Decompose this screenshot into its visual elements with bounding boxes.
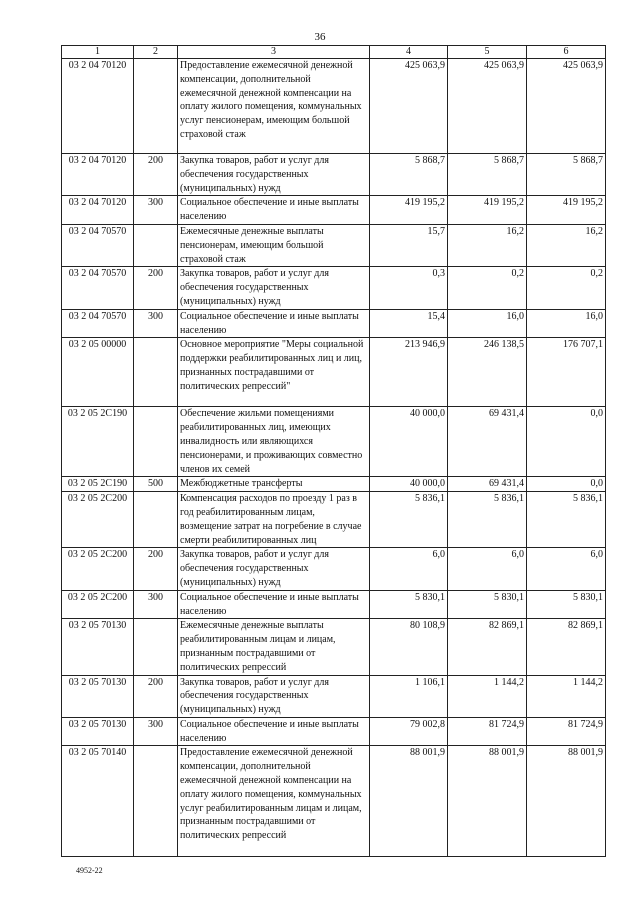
cell-value-col4: 6,0 — [370, 548, 448, 590]
cell-code: 03 2 05 70130 — [62, 717, 134, 746]
cell-name: Закупка товаров, работ и услуг для обеспечения государственных (муниципальных) нужд — [178, 548, 370, 590]
cell-name: Социальное обеспечение и иные выплаты населению — [178, 196, 370, 225]
table-row — [62, 154, 606, 196]
header-row — [62, 46, 606, 59]
table-row — [62, 407, 606, 477]
cell-value-col4: 425 063,9 — [370, 59, 448, 154]
cell-code: 03 2 05 70140 — [62, 746, 134, 857]
cell-value-col5: 82 869,1 — [448, 619, 527, 675]
cell-value-col4: 88 001,9 — [370, 746, 448, 857]
cell-value-col4: 419 195,2 — [370, 196, 448, 225]
cell-value-col5: 69 431,4 — [448, 407, 527, 477]
budget-table — [61, 45, 606, 857]
cell-name: Социальное обеспечение и иные выплаты населению — [178, 309, 370, 338]
cell-name: Ежемесячные денежные выплаты реабилитированным лицам и лицам, признанным пострадавшими от политических репрессий — [178, 619, 370, 675]
cell-code: 03 2 04 70570 — [62, 309, 134, 338]
cell-value-col6: 425 063,9 — [527, 59, 606, 154]
document-code: 4952-22 — [76, 866, 103, 875]
cell-value-col6: 5 836,1 — [527, 492, 606, 548]
cell-name: Социальное обеспечение и иные выплаты населению — [178, 590, 370, 619]
cell-code: 03 2 05 2С190 — [62, 407, 134, 477]
table-row — [62, 675, 606, 717]
cell-code: 03 2 04 70120 — [62, 154, 134, 196]
cell-value-col5: 16,0 — [448, 309, 527, 338]
cell-code: 03 2 04 70120 — [62, 59, 134, 154]
cell-expense-type: 300 — [134, 717, 178, 746]
cell-code: 03 2 05 2С200 — [62, 590, 134, 619]
cell-value-col5: 88 001,9 — [448, 746, 527, 857]
cell-value-col6: 81 724,9 — [527, 717, 606, 746]
cell-code: 03 2 05 70130 — [62, 675, 134, 717]
cell-expense-type: 200 — [134, 548, 178, 590]
cell-expense-type — [134, 619, 178, 675]
cell-name: Закупка товаров, работ и услуг для обеспечения государственных (муниципальных) нужд — [178, 154, 370, 196]
cell-expense-type: 300 — [134, 309, 178, 338]
cell-value-col5: 69 431,4 — [448, 477, 527, 492]
cell-value-col4: 40 000,0 — [370, 477, 448, 492]
cell-name: Закупка товаров, работ и услуг для обеспечения государственных (муниципальных) нужд — [178, 675, 370, 717]
column-header-6: 6 — [527, 46, 606, 59]
cell-expense-type — [134, 492, 178, 548]
cell-name: Компенсация расходов по проезду 1 раз в год реабилитированным лицам, возмещение затрат на погребение в случае смерти реабилитированных лиц — [178, 492, 370, 548]
cell-value-col5: 5 868,7 — [448, 154, 527, 196]
column-header-5: 5 — [448, 46, 527, 59]
cell-value-col6: 5 868,7 — [527, 154, 606, 196]
table-row — [62, 619, 606, 675]
cell-name: Ежемесячные денежные выплаты пенсионерам, имеющим большой страховой стаж — [178, 224, 370, 266]
cell-value-col6: 16,0 — [527, 309, 606, 338]
cell-value-col5: 81 724,9 — [448, 717, 527, 746]
table-row — [62, 492, 606, 548]
cell-value-col6: 82 869,1 — [527, 619, 606, 675]
cell-name: Предоставление ежемесячной денежной компенсации, дополнительной ежемесячной денежной компенсации на оплату жилого помещения, коммунальных услуг реабилитированным лицам и лицам, признанным пострадавшими от политических репрессий — [178, 746, 370, 857]
cell-name: Закупка товаров, работ и услуг для обеспечения государственных (муниципальных) нужд — [178, 267, 370, 309]
cell-value-col5: 1 144,2 — [448, 675, 527, 717]
cell-name: Предоставление ежемесячной денежной компенсации, дополнительной ежемесячной денежной компенсации на оплату жилого помещения, коммунальных услуг пенсионерам, имеющим большой страховой стаж — [178, 59, 370, 154]
cell-value-col6: 16,2 — [527, 224, 606, 266]
table-row — [62, 746, 606, 857]
cell-value-col4: 40 000,0 — [370, 407, 448, 477]
cell-value-col5: 16,2 — [448, 224, 527, 266]
cell-value-col5: 425 063,9 — [448, 59, 527, 154]
cell-code: 03 2 05 2С190 — [62, 477, 134, 492]
column-header-3: 3 — [178, 46, 370, 59]
cell-name: Социальное обеспечение и иные выплаты населению — [178, 717, 370, 746]
cell-code: 03 2 05 70130 — [62, 619, 134, 675]
cell-expense-type: 300 — [134, 590, 178, 619]
cell-value-col6: 0,0 — [527, 407, 606, 477]
cell-value-col5: 5 836,1 — [448, 492, 527, 548]
table-body — [62, 59, 606, 857]
cell-code: 03 2 05 00000 — [62, 338, 134, 407]
cell-code: 03 2 04 70570 — [62, 224, 134, 266]
cell-value-col4: 213 946,9 — [370, 338, 448, 407]
cell-expense-type: 200 — [134, 267, 178, 309]
cell-value-col5: 0,2 — [448, 267, 527, 309]
cell-expense-type: 200 — [134, 675, 178, 717]
cell-value-col4: 0,3 — [370, 267, 448, 309]
cell-expense-type: 200 — [134, 154, 178, 196]
column-header-4: 4 — [370, 46, 448, 59]
cell-value-col4: 80 108,9 — [370, 619, 448, 675]
column-header-1: 1 — [62, 46, 134, 59]
cell-value-col6: 0,2 — [527, 267, 606, 309]
cell-expense-type — [134, 59, 178, 154]
cell-value-col6: 0,0 — [527, 477, 606, 492]
cell-name: Обеспечение жильми помещениями реабилитированных лиц, имеющих инвалидность или являющихся пенсионерами, и проживающих совместно членов их семей — [178, 407, 370, 477]
cell-expense-type — [134, 746, 178, 857]
cell-expense-type: 500 — [134, 477, 178, 492]
cell-value-col5: 5 830,1 — [448, 590, 527, 619]
table-row — [62, 338, 606, 407]
cell-value-col5: 246 138,5 — [448, 338, 527, 407]
table-row — [62, 224, 606, 266]
cell-value-col4: 15,4 — [370, 309, 448, 338]
cell-expense-type — [134, 224, 178, 266]
cell-value-col6: 419 195,2 — [527, 196, 606, 225]
cell-value-col6: 6,0 — [527, 548, 606, 590]
cell-name: Межбюджетные трансферты — [178, 477, 370, 492]
table-row — [62, 590, 606, 619]
cell-expense-type — [134, 407, 178, 477]
cell-value-col4: 15,7 — [370, 224, 448, 266]
table-row — [62, 548, 606, 590]
page-number: 36 — [314, 31, 326, 43]
table-row — [62, 477, 606, 492]
cell-value-col5: 419 195,2 — [448, 196, 527, 225]
column-header-2: 2 — [134, 46, 178, 59]
cell-expense-type — [134, 338, 178, 407]
cell-value-col5: 6,0 — [448, 548, 527, 590]
table-row — [62, 196, 606, 225]
cell-value-col6: 88 001,9 — [527, 746, 606, 857]
cell-value-col6: 5 830,1 — [527, 590, 606, 619]
cell-value-col4: 79 002,8 — [370, 717, 448, 746]
cell-code: 03 2 05 2С200 — [62, 492, 134, 548]
cell-value-col6: 1 144,2 — [527, 675, 606, 717]
cell-value-col6: 176 707,1 — [527, 338, 606, 407]
cell-code: 03 2 04 70120 — [62, 196, 134, 225]
cell-name: Основное мероприятие "Меры социальной поддержки реабилитированных лиц и лиц, признанных пострадавшими от политических репрессий" — [178, 338, 370, 407]
cell-value-col4: 1 106,1 — [370, 675, 448, 717]
cell-value-col4: 5 868,7 — [370, 154, 448, 196]
table-row — [62, 717, 606, 746]
cell-expense-type: 300 — [134, 196, 178, 225]
table-row — [62, 267, 606, 309]
cell-code: 03 2 04 70570 — [62, 267, 134, 309]
cell-code: 03 2 05 2С200 — [62, 548, 134, 590]
table-row — [62, 59, 606, 154]
cell-value-col4: 5 830,1 — [370, 590, 448, 619]
table-row — [62, 309, 606, 338]
cell-value-col4: 5 836,1 — [370, 492, 448, 548]
